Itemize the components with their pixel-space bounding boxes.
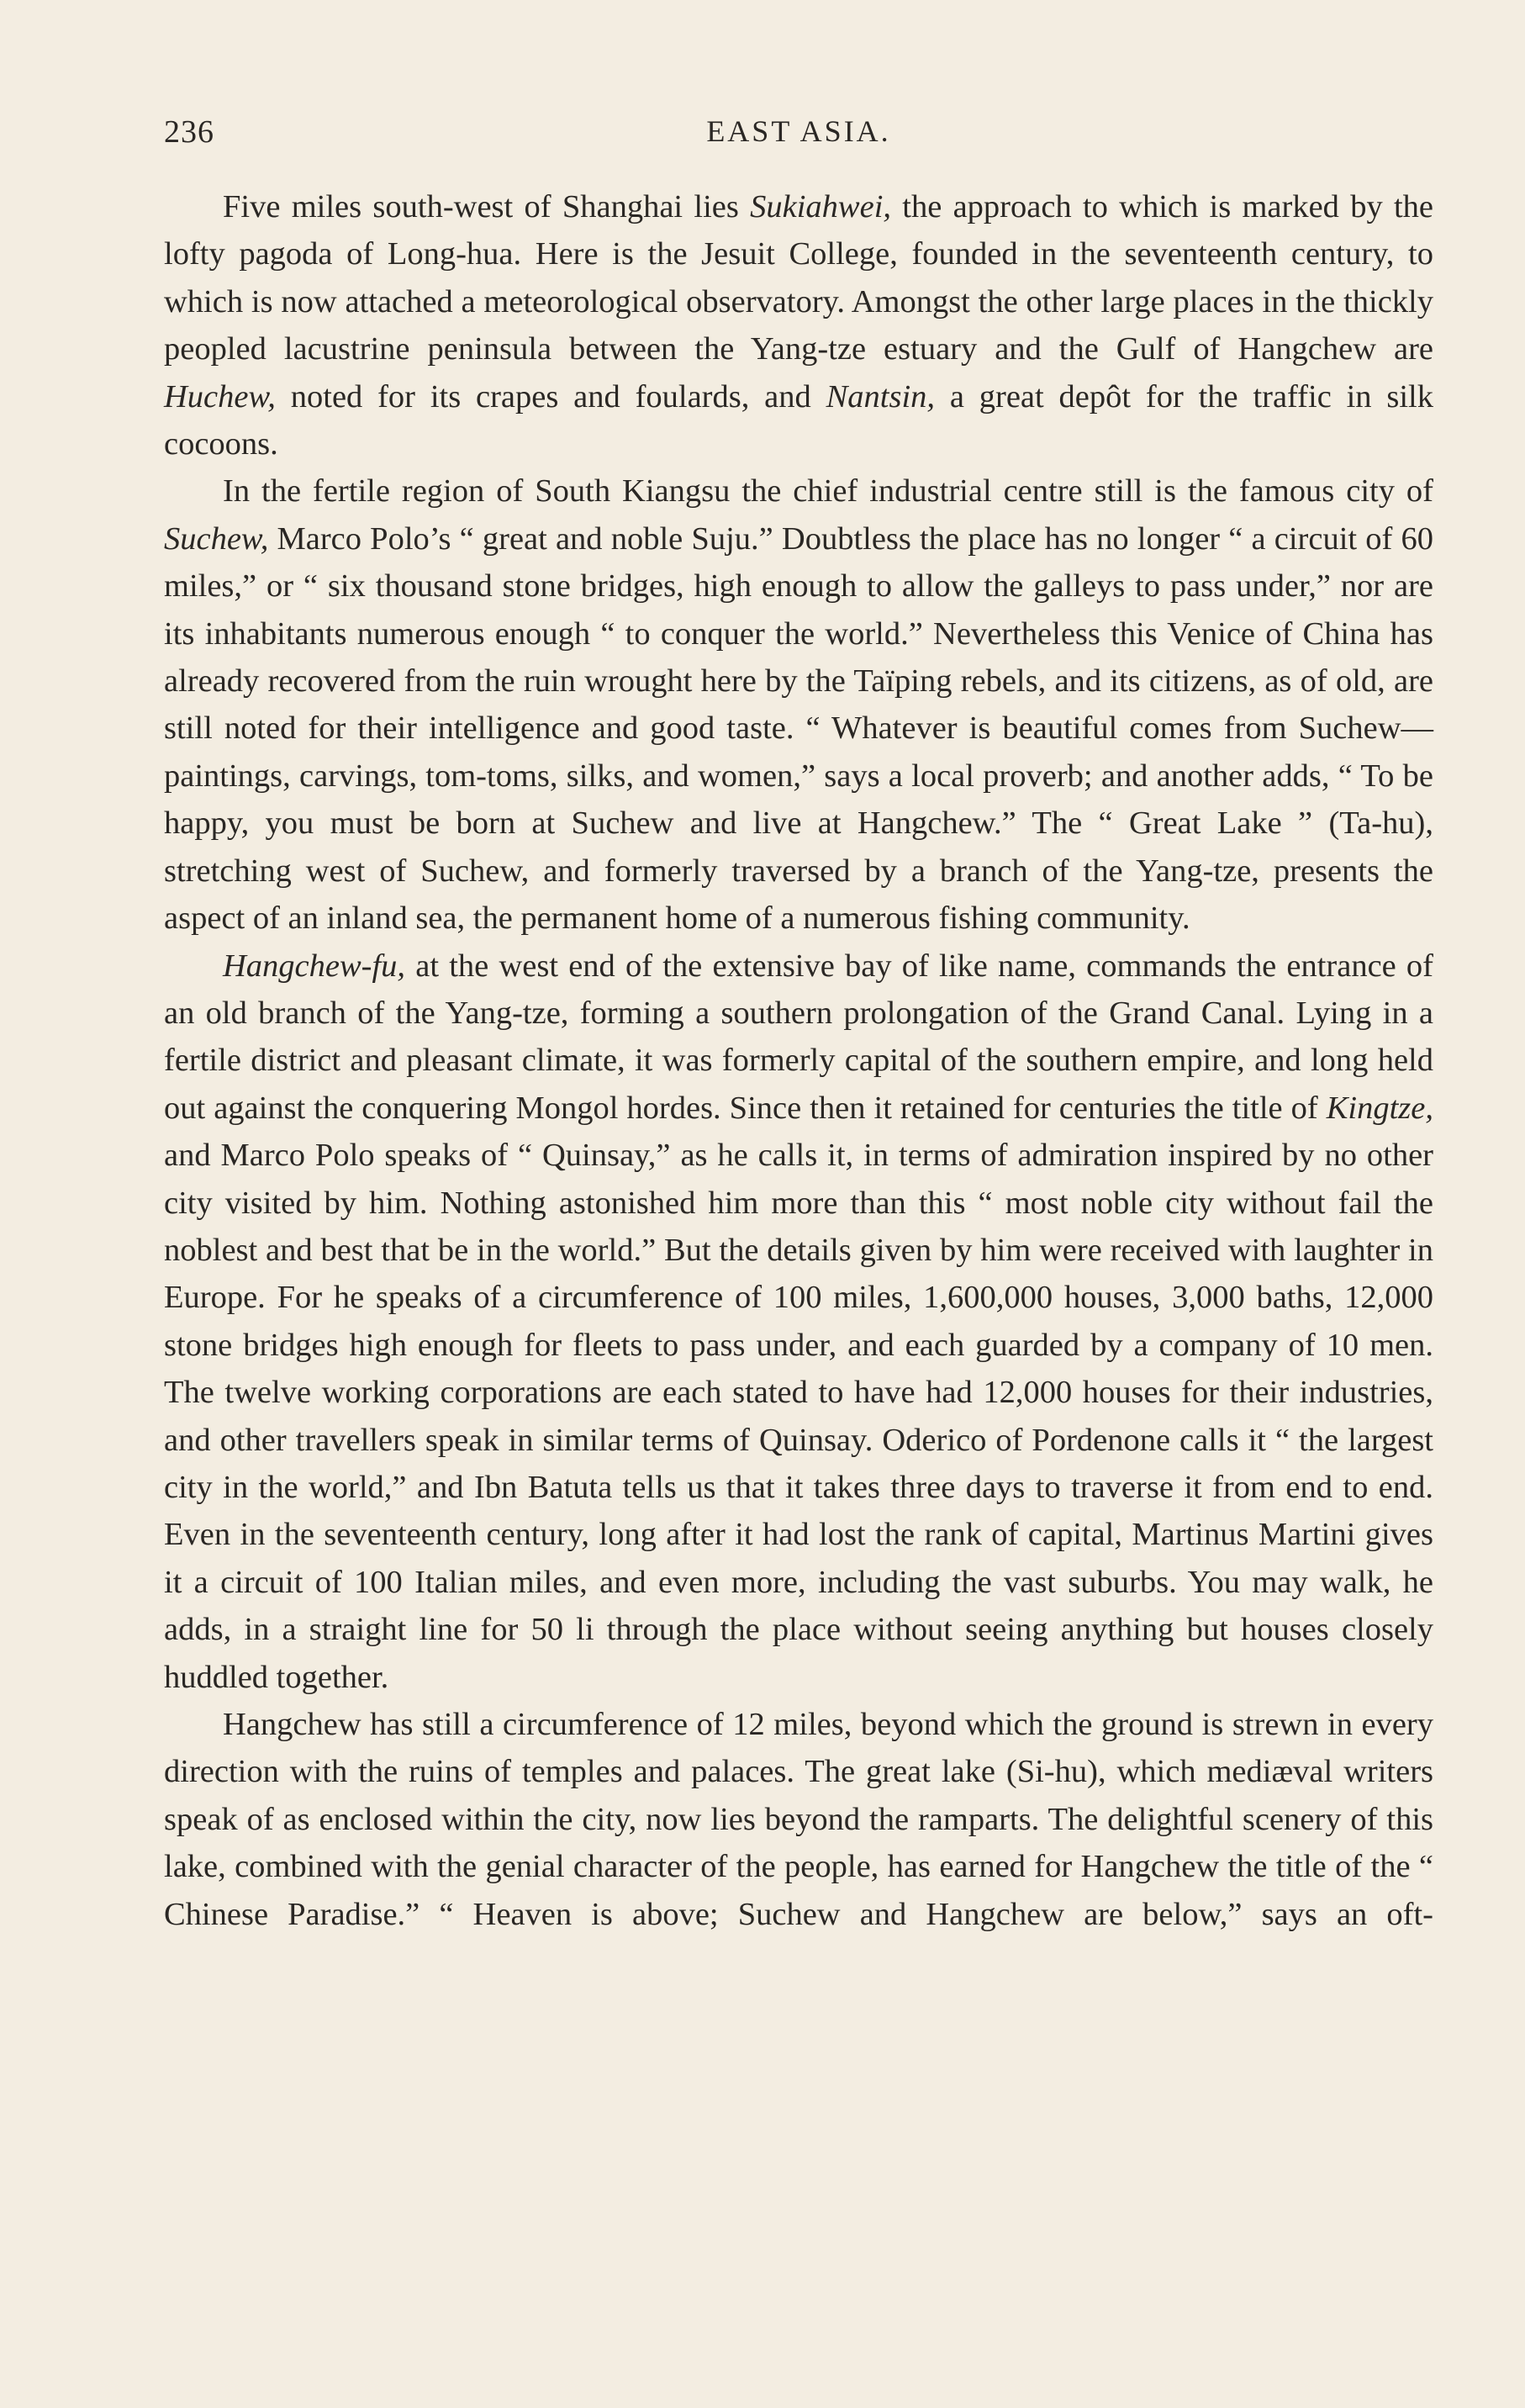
- text-run: Five miles south-west of Shanghai lies: [223, 189, 751, 224]
- text-run: Hangchew has still a circumference of 12 miles, beyond which the ground is strewn in every direction with the ruins of temples and palaces. The great lake (Si-hu), which mediæval writers speak of as enclosed within the city, now lies beyond the ramparts. The delightful scenery of this lake, combined with the genial character of the people, has earned for Hangchew the title of the “ Chinese Paradise.” “ Heaven is above; Suchew and Hangchew are below,” says an oft-: [164, 1707, 1433, 1932]
- page-number: 236: [164, 114, 214, 150]
- running-head: [164, 114, 1433, 156]
- paragraph: [164, 183, 1433, 467]
- text-run: noted for its crapes and foulards, and: [275, 378, 826, 415]
- running-title: EAST ASIA.: [706, 114, 891, 148]
- text-run: and Marco Polo speaks of “ Quinsay,” as he calls it, in terms of admiration inspired by no other city visited by him. Nothing astonished him more than this “ most noble city without fail the noblest and best that be in the world.” But the details given by him were received with laughter in Europe. For he speaks of a circumference of 100 miles, 1,600,000 houses, 3,000 baths, 12,000 stone bridges high enough for fleets to pass under, and each guarded by a company of 10 men. The twelve working corporations are each stated to have had 12,000 houses for their industries, and other travellers speak in similar terms of Quinsay. Oderico of Pordenone calls it “ the largest city in the world,” and Ibn Batuta tells us that it takes three days to traverse it from end to end. Even in the seventeenth century, long after it had lost the rank of capital, Martinus Martini gives it a circuit of 100 Italian miles, and even more, including the vast suburbs. You may walk, he adds, in a straight line for 50 li through the place without seeing anything but houses closely huddled together.: [164, 1138, 1433, 1695]
- text-run: Marco Polo’s “ great and noble Suju.” Doubtless the place has no longer “ a circuit of 60 miles,” or “ six thousand stone bridges, high enough to allow the galleys to pass under,” nor are its inhabitants numerous enough “ to conquer the world.” Nevertheless this Venice of China has already recovered from the ruin wrought here by the Taïping rebels, and its citizens, as of old, are still noted for their intelligence and good taste. “ Whatever is beautiful comes from Suchew—paintings, carvings, tom-toms, silks, and women,” says a local proverb; and another adds, “ To be happy, you must be born at Suchew and live at Hangchew.” The “ Great Lake ” (Ta-hu), stretching west of Suchew, and formerly traversed by a branch of the Yang-tze, presents the aspect of an inland sea, the permanent home of a numerous fishing community.: [164, 520, 1433, 937]
- text-run: the approach to which is marked by the lofty pagoda of Long-hua. Here is the Jesuit College, founded in the seventeenth century, to which is now attached a meteorological observatory. Amongst the other large places in the thickly peopled lacustrine peninsula between the Yang-tze estuary and the Gulf of Hangchew are: [164, 189, 1434, 367]
- text-run: In the fertile region of South Kiangsu the chief industrial centre still is the famous city of: [223, 473, 1433, 510]
- italic-place-name: Nantsin,: [826, 378, 936, 415]
- paragraph: [164, 1701, 1433, 1938]
- italic-place-name: Sukiahwei,: [750, 189, 892, 224]
- paragraph: [164, 467, 1433, 942]
- text-run: a great depôt for the traffic in silk cocoons.: [164, 378, 1433, 462]
- italic-place-name: Kingtze,: [1326, 1090, 1433, 1126]
- italic-place-name: Hangchew-fu,: [223, 948, 406, 984]
- body-text: [164, 183, 1433, 1938]
- text-run: at the west end of the extensive bay of like name, commands the entrance of an old branch of the Yang-tze, forming a southern prolongation of the Grand Canal. Lying in a fertile district and pleasant climate, it was formerly capital of the southern empire, and long held out against the conquering Mongol hordes. Since then it retained for centuries the title of: [164, 948, 1433, 1126]
- paragraph: [164, 943, 1433, 1702]
- italic-place-name: Huchew,: [164, 378, 276, 415]
- italic-place-name: Suchew,: [164, 520, 269, 557]
